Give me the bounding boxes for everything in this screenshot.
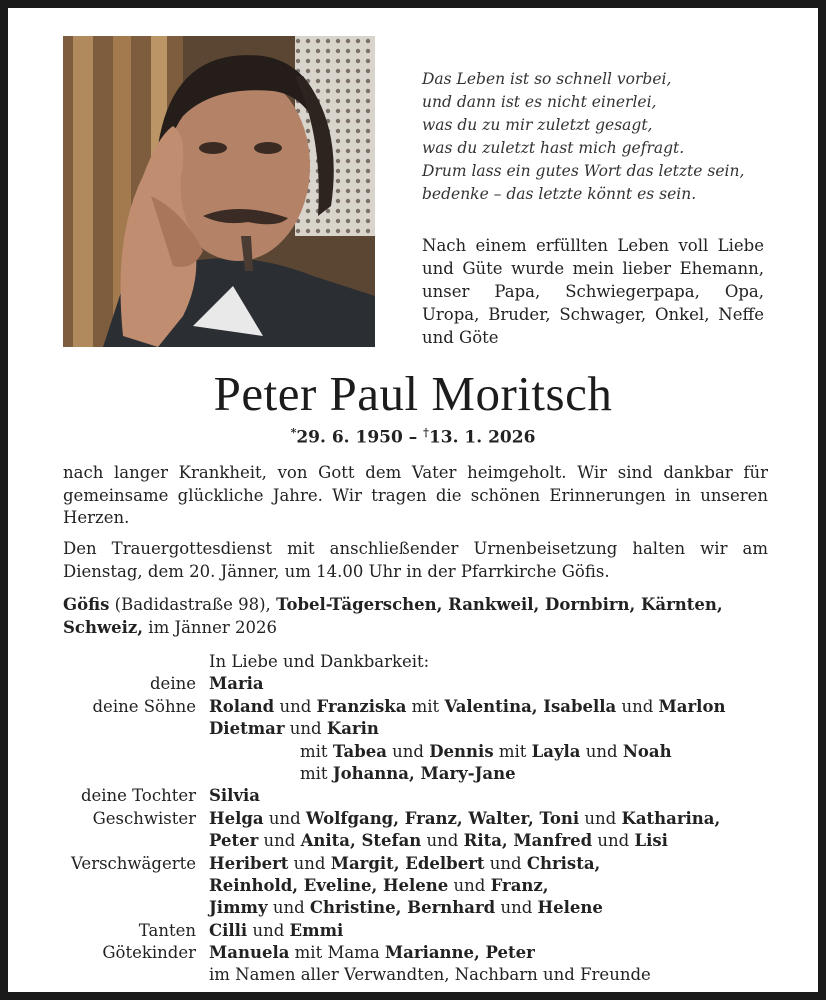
family-member-name: Rita, Manfred xyxy=(463,831,593,851)
family-relation-label: Verschwägerte xyxy=(71,853,196,873)
family-member-name: Noah xyxy=(622,741,672,761)
family-row xyxy=(8,942,818,964)
family-names xyxy=(209,920,343,942)
family-list xyxy=(8,651,818,987)
family-row xyxy=(8,785,818,807)
family-connector-text: und xyxy=(495,898,538,918)
family-member-name: Peter xyxy=(209,831,259,851)
family-connector-text: im Namen aller Verwandten, Nachbarn und Freunde xyxy=(209,965,651,985)
family-row xyxy=(8,741,818,763)
deceased-name: Peter Paul Moritsch xyxy=(213,366,613,421)
poem-line: Das Leben ist so schnell vorbei, xyxy=(422,70,672,88)
family-member-name: Franz, xyxy=(490,875,549,895)
family-member-name: Emmi xyxy=(289,920,344,940)
family-member-name: Dietmar xyxy=(209,719,285,739)
family-connector-text: und xyxy=(284,719,327,739)
place-town: Göfis xyxy=(63,595,110,614)
family-connector-text: und xyxy=(258,831,301,851)
paragraph-service: Den Trauergottesdienst mit anschließender Urnenbeisetzung halten wir am Dienstag, dem 20. Jänner, um 14.00 Uhr in der Pfarrkirche Göfis. xyxy=(63,539,768,581)
family-relation-label: Geschwister xyxy=(92,808,196,828)
family-member-name: Helga xyxy=(209,808,264,828)
family-row xyxy=(8,875,818,897)
poem-line: Drum lass ein gutes Wort das letzte sein, xyxy=(422,162,745,180)
portrait-image xyxy=(63,36,375,347)
family-member-name: Wolfgang, Franz, Walter, Toni xyxy=(305,808,580,828)
family-member-name: Reinhold, Eveline, Helene xyxy=(209,875,449,895)
family-member-name: Karin xyxy=(326,719,379,739)
family-names xyxy=(300,763,516,785)
family-member-name: Helene xyxy=(537,898,603,918)
family-member-name: Franziska xyxy=(316,696,407,716)
family-connector-text: mit xyxy=(300,763,333,783)
family-member-name: Cilli xyxy=(209,920,248,940)
family-member-name: Marlon xyxy=(658,696,726,716)
death-mark: † xyxy=(423,426,429,439)
family-member-name: Christine, Bernhard xyxy=(309,898,496,918)
birth-mark: * xyxy=(290,426,297,439)
place-others: Tobel-Tägerschen, Rankweil, Dornbirn, Kärnten, Schweiz, xyxy=(63,595,723,637)
family-names xyxy=(209,897,603,919)
family-row xyxy=(8,696,818,718)
family-member-name: Johanna, Mary-Jane xyxy=(332,763,516,783)
family-member-name: Anita, Stefan xyxy=(300,831,422,851)
family-relation-label: deine Tochter xyxy=(80,786,196,806)
family-row xyxy=(8,897,818,919)
birth-date: 29. 6. 1950 xyxy=(296,427,403,448)
family-connector-text: mit xyxy=(300,741,333,761)
family-connector-text: und xyxy=(247,920,290,940)
family-connector-text: und xyxy=(580,741,623,761)
date-dash: – xyxy=(408,427,418,448)
family-connector-text: und xyxy=(267,898,310,918)
places-line xyxy=(63,594,768,639)
poem-line: was du zu mir zuletzt gesagt, xyxy=(422,116,653,134)
family-relation-label: deine Söhne xyxy=(92,696,196,716)
family-names xyxy=(300,741,672,763)
family-connector-text: und xyxy=(448,875,491,895)
family-relation-label: Tanten xyxy=(138,920,196,940)
death-date: 13. 1. 2026 xyxy=(428,427,536,448)
obituary-card xyxy=(8,8,818,992)
family-member-name: Maria xyxy=(209,674,264,694)
family-member-name: Margit, Edelbert xyxy=(330,853,485,873)
family-names xyxy=(209,964,651,986)
portrait-photo xyxy=(63,36,375,347)
family-row xyxy=(8,853,818,875)
family-member-name: Tabea xyxy=(332,741,387,761)
family-member-name: Roland xyxy=(209,696,275,716)
poem xyxy=(422,68,782,206)
family-member-name: Jimmy xyxy=(209,898,268,918)
family-relation-label: Götekinder xyxy=(102,943,196,963)
poem-line: was du zuletzt hast mich gefragt. xyxy=(422,139,685,157)
family-member-name: Manuela xyxy=(209,943,290,963)
family-connector-text: mit Mama xyxy=(289,943,385,963)
family-row xyxy=(8,763,818,785)
family-connector-text: und xyxy=(616,696,659,716)
paragraph-passing: nach langer Krankheit, von Gott dem Vater heimgeholt. Wir sind dankbar für gemeinsame glückliche Jahre. Wir tragen die schönen Erinnerungen in unseren Herzen. xyxy=(63,463,768,527)
family-names xyxy=(209,808,720,830)
family-member-name: Dennis xyxy=(429,741,494,761)
family-names xyxy=(209,830,668,852)
family-member-name: Heribert xyxy=(209,853,289,873)
family-names xyxy=(209,673,264,695)
family-connector-text: mit xyxy=(406,696,445,716)
family-member-name: Layla xyxy=(531,741,581,761)
family-connector-text: mit xyxy=(493,741,532,761)
family-member-name: Lisi xyxy=(634,831,668,851)
family-row xyxy=(8,964,818,986)
family-names xyxy=(209,718,379,740)
family-connector-text: und xyxy=(592,831,635,851)
life-dates xyxy=(8,426,818,448)
family-connector-text: und xyxy=(288,853,331,873)
family-row xyxy=(8,920,818,942)
family-connector-text: und xyxy=(386,741,430,761)
family-connector-text: und xyxy=(274,696,317,716)
family-names xyxy=(209,853,600,875)
family-member-name: Valentina, Isabella xyxy=(444,696,617,716)
family-heading-row xyxy=(8,651,818,673)
family-connector-text: und xyxy=(421,831,464,851)
family-member-name: Marianne, Peter xyxy=(384,943,535,963)
family-connector-text: und xyxy=(263,808,306,828)
family-row xyxy=(8,718,818,740)
family-names xyxy=(209,875,549,897)
family-row xyxy=(8,673,818,695)
family-names xyxy=(209,696,725,718)
family-member-name: Christa, xyxy=(526,853,601,873)
family-names xyxy=(209,942,535,964)
place-date: im Jänner 2026 xyxy=(143,617,278,637)
family-row xyxy=(8,808,818,830)
family-heading: In Liebe und Dankbarkeit: xyxy=(209,652,430,671)
family-row xyxy=(8,830,818,852)
family-connector-text: und xyxy=(484,853,527,873)
family-names xyxy=(209,785,260,807)
place-address: (Badidastraße 98), xyxy=(109,595,277,614)
family-relation-label: deine xyxy=(150,674,196,694)
family-connector-text: und xyxy=(579,808,622,828)
family-member-name: Silvia xyxy=(209,786,260,806)
family-member-name: Katharina, xyxy=(621,808,721,828)
poem-line: bedenke – das letzte könnt es sein. xyxy=(422,185,697,203)
poem-line: und dann ist es nicht einerlei, xyxy=(422,93,657,111)
intro-text: Nach einem erfüllten Leben voll Liebe und Güte wurde mein lieber Ehemann, unser Papa, Schwiegerpapa, Opa, Uropa, Bruder, Schwager, Onkel, Neffe und Göte xyxy=(422,236,764,347)
